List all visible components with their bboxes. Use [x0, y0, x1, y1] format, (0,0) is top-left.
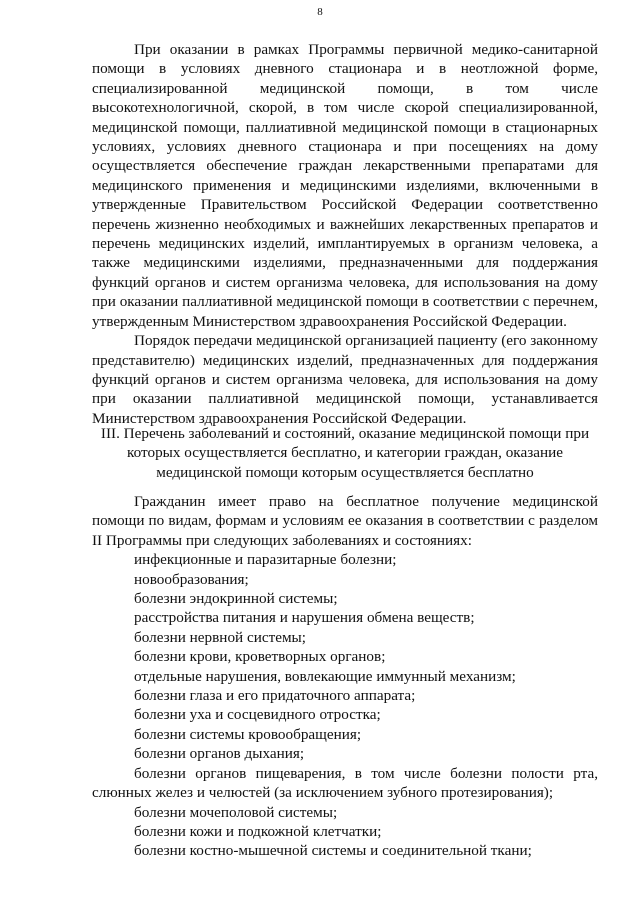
section-heading: III. Перечень заболеваний и состояний, оказание медицинской помощи при которых осуществляется бесплатно, и категории граждан, оказание медицинской помощи которым осуществляется бесплатно [100, 425, 590, 481]
condition-item: болезни костно-мышечной системы и соединительной ткани; [134, 842, 532, 860]
paragraph-device-transfer-procedure: Порядок передачи медицинской организацией пациенту (его законному представителю) медицинских изделий, предназначенных для поддержания функций органов и систем организма человека, для использования на дому при оказании паллиативной медицинской помощи, устанавливается Министерством здравоохранения Российской Федерации. [92, 332, 598, 427]
condition-item: болезни крови, кроветворных органов; [134, 648, 386, 666]
condition-item: новообразования; [134, 570, 249, 588]
condition-item: болезни органов дыхания; [134, 745, 305, 763]
page-number: 8 [317, 6, 323, 18]
section-body [92, 492, 598, 861]
condition-item: болезни системы кровообращения; [134, 725, 362, 743]
conditions-list [92, 550, 598, 861]
condition-item: отдельные нарушения, вовлекающие иммунный механизм; [134, 667, 516, 685]
condition-item: болезни кожи и подкожной клетчатки; [134, 822, 382, 840]
condition-item: инфекционные и паразитарные болезни; [134, 551, 397, 569]
paragraph-medication-provision: При оказании в рамках Программы первичной медико-санитарной помощи в условиях дневного стационара и в неотложной форме, специализированной медицинской помощи, в том числе высокотехнологичной, скорой, в том числе скорой специализированной, медицинской помощи, паллиативной медицинской помощи в стационарных условиях, условиях дневного стационара и при посещениях на дому осуществляется обеспечение граждан лекарственными препаратами для медицинского применения и медицинскими изделиями, включенными в утвержденные Правительством Российской Федерации соответственно перечень жизненно необходимых и важнейших лекарственных препаратов и перечень медицинских изделий, имплантируемых в организм человека, а также медицинскими изделиями, предназначенными для поддержания функций органов и систем организма человека, для использования на дому при оказании паллиативной медицинской помощи в соответствии с перечнем, утвержденным Министерством здравоохранения Российской Федерации. [92, 41, 598, 330]
condition-item: болезни мочеполовой системы; [134, 803, 338, 821]
condition-item: болезни глаза и его придаточного аппарата; [134, 687, 416, 705]
condition-item: болезни нервной системы; [134, 628, 306, 646]
condition-item: болезни органов пищеварения, в том числе болезни полости рта, слюнных желез и челюстей (за исключением зубного протезирования); [92, 764, 598, 802]
condition-item: болезни уха и сосцевидного отростка; [134, 706, 381, 724]
condition-item: расстройства питания и нарушения обмена веществ; [134, 609, 475, 627]
intro-paragraphs [92, 40, 598, 428]
section-intro-paragraph: Гражданин имеет право на бесплатное получение медицинской помощи по видам, формам и условиям ее оказания в соответствии с разделом II Программы при следующих заболеваниях и состояниях: [92, 493, 598, 549]
condition-item: болезни эндокринной системы; [134, 590, 338, 608]
